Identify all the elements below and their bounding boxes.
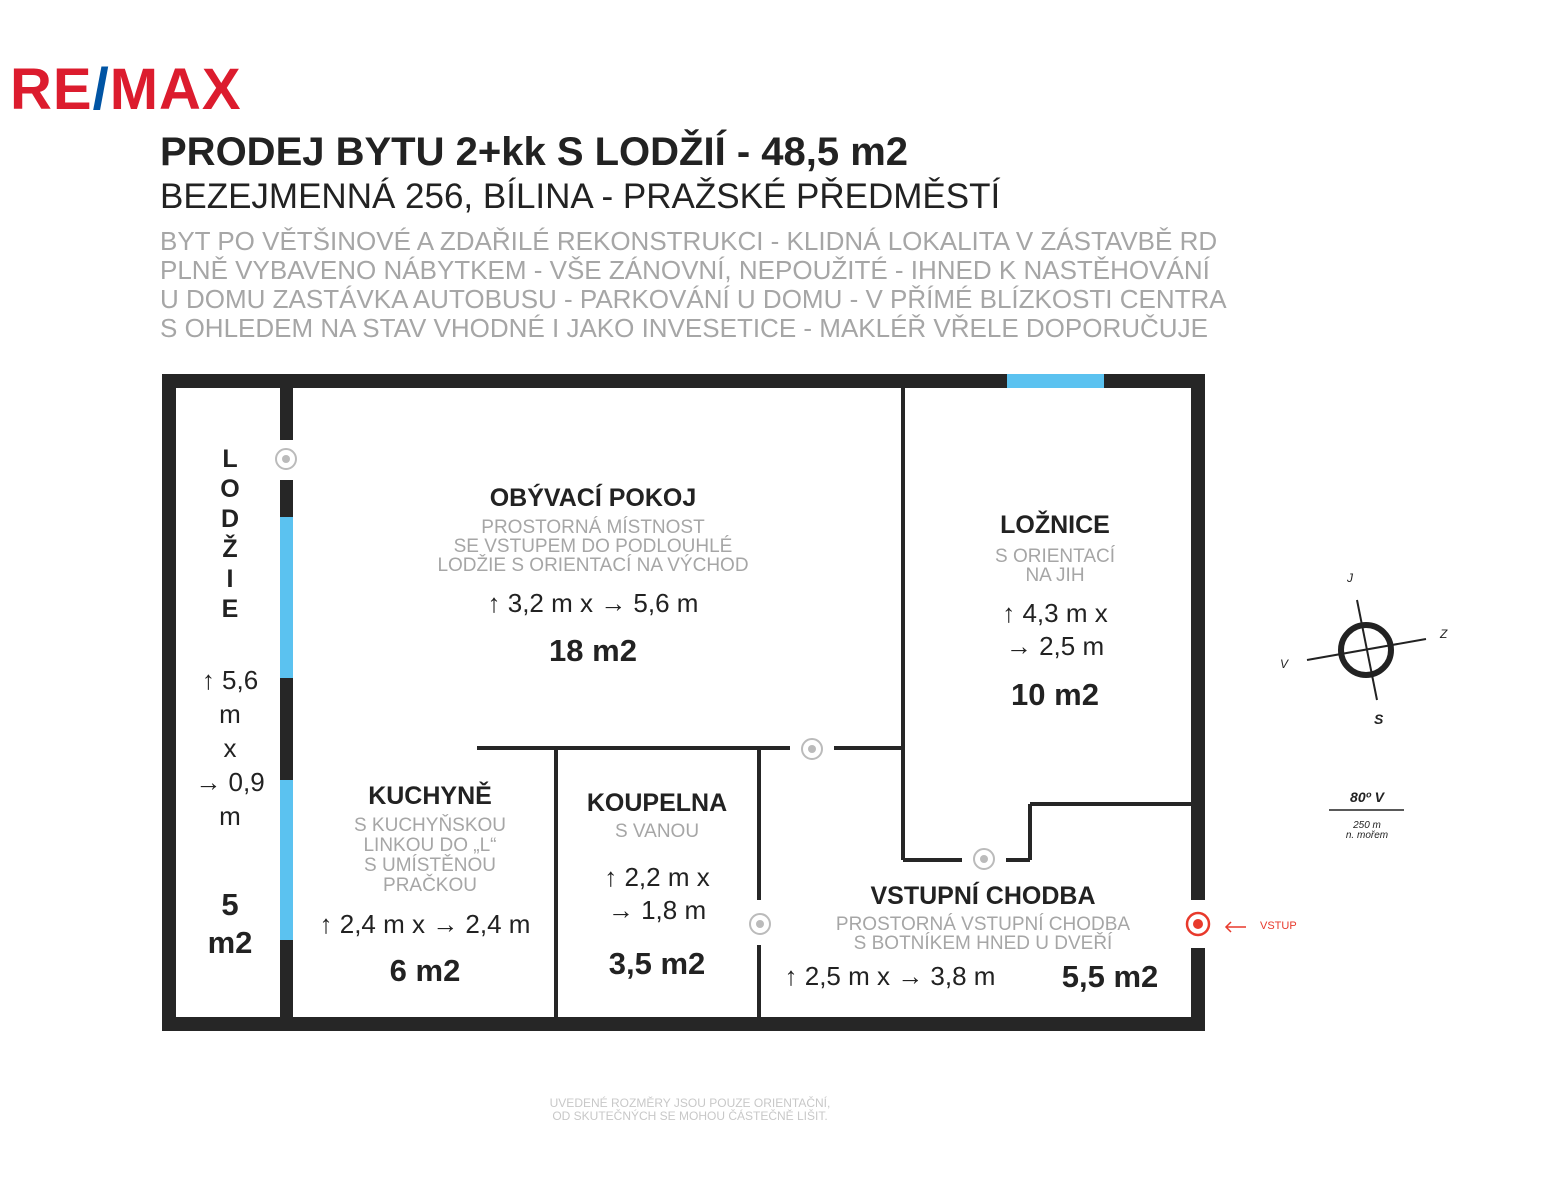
hallway-description: PROSTORNÁ VSTUPNÍ CHODBA S BOTNÍKEM HNED U DVEŘÍ xyxy=(835,914,1131,954)
loggia-letter: O xyxy=(220,475,240,503)
compass-south-top-label: J xyxy=(1347,571,1353,585)
loggia-letter: I xyxy=(226,565,234,593)
loggia-letter: Ž xyxy=(222,535,238,563)
living-room-description: PROSTORNÁ MÍSTNOST SE VSTUPEM DO PODLOUHLÉ LODŽIE S ORIENTACÍ NA VÝCHOD xyxy=(437,517,749,576)
loggia-window xyxy=(280,780,293,940)
compass-west-label: Z xyxy=(1440,627,1448,641)
bedroom-description: S ORIENTACÍ NA JIH xyxy=(995,546,1115,586)
listing-title: PRODEJ BYTU 2+kk S LODŽIÍ - 48,5 m2 xyxy=(160,130,909,174)
compass-icon xyxy=(1307,600,1426,810)
hallway-dimensions: ↑ 2,5 m x → 3,8 m xyxy=(784,961,996,991)
kitchen-description: S KUCHYŇSKOU LINKOU DO „L“ S UMÍSTĚNOU PRAČKOU xyxy=(353,815,507,896)
loggia-window xyxy=(280,517,293,678)
living-room-dimensions: ↑ 3,2 m x → 5,6 m xyxy=(487,588,699,618)
bedroom-window xyxy=(1007,374,1104,388)
loggia-area: 5 m2 xyxy=(207,887,253,960)
listing-description-line: S OHLEDEM NA STAV VHODNÉ I JAKO INVESETICE - MAKLÉŘ VŘELE DOPORUČUJE xyxy=(160,313,1208,343)
listing-description-line: PLNĚ VYBAVENO NÁBYTKEM - VŠE ZÁNOVNÍ, NEPOUŽITÉ - IHNED K NASTĚHOVÁNÍ xyxy=(160,255,1210,285)
kitchen-title: KUCHYNĚ xyxy=(368,782,492,810)
loggia-letter: E xyxy=(221,595,239,623)
kitchen-area: 6 m2 xyxy=(389,953,461,988)
kitchen-dimensions: ↑ 2,4 m x → 2,4 m xyxy=(319,909,531,939)
bathroom-description: S VANOU xyxy=(614,821,700,842)
compass-azimuth: 80º V xyxy=(1350,789,1384,805)
living-room-title: OBÝVACÍ POKOJ xyxy=(489,484,697,512)
hallway-area: 5,5 m2 xyxy=(1061,959,1159,994)
compass-north-label: S xyxy=(1374,711,1384,727)
loggia-letter: L xyxy=(222,445,238,473)
bathroom-area: 3,5 m2 xyxy=(608,946,706,981)
disclaimer: UVEDENÉ ROZMĚRY JSOU POUZE ORIENTAČNÍ, OD SKUTEČNÝCH SE MOHOU ČÁSTEČNĚ LIŠIT. xyxy=(549,1096,831,1123)
entrance-label: VSTUP xyxy=(1260,920,1297,932)
compass-east-label: V xyxy=(1280,657,1289,671)
bedroom-dimensions: ↑ 4,3 m x → 2,5 m xyxy=(1002,598,1108,661)
loggia-dimensions: ↑ 5,6 m x → 0,9 m xyxy=(195,665,265,831)
listing-address: BEZEJMENNÁ 256, BÍLINA - PRAŽSKÉ PŘEDMĚSTÍ xyxy=(160,177,1001,216)
listing-description-line: BYT PO VĚTŠINOVÉ A ZDAŘILÉ REKONSTRUKCI - KLIDNÁ LOKALITA V ZÁSTAVBĚ RD xyxy=(160,226,1218,256)
loggia-title xyxy=(215,444,245,624)
logo-wordmark: RE/MAX xyxy=(10,57,242,122)
bedroom-title: LOŽNICE xyxy=(1000,511,1110,539)
listing-description-line: U DOMU ZASTÁVKA AUTOBUSU - PARKOVÁNÍ U DOMU - V PŘÍMÉ BLÍZKOSTI CENTRA xyxy=(160,284,1227,314)
bedroom-area: 10 m2 xyxy=(1011,677,1099,712)
compass-altitude: 250 m n. mořem xyxy=(1345,820,1389,841)
bathroom-dimensions: ↑ 2,2 m x → 1,8 m xyxy=(604,862,710,925)
hallway-title: VSTUPNÍ CHODBA xyxy=(870,882,1096,910)
loggia-letter: D xyxy=(220,505,240,533)
bathroom-title: KOUPELNA xyxy=(586,789,728,817)
living-room-area: 18 m2 xyxy=(549,633,637,668)
